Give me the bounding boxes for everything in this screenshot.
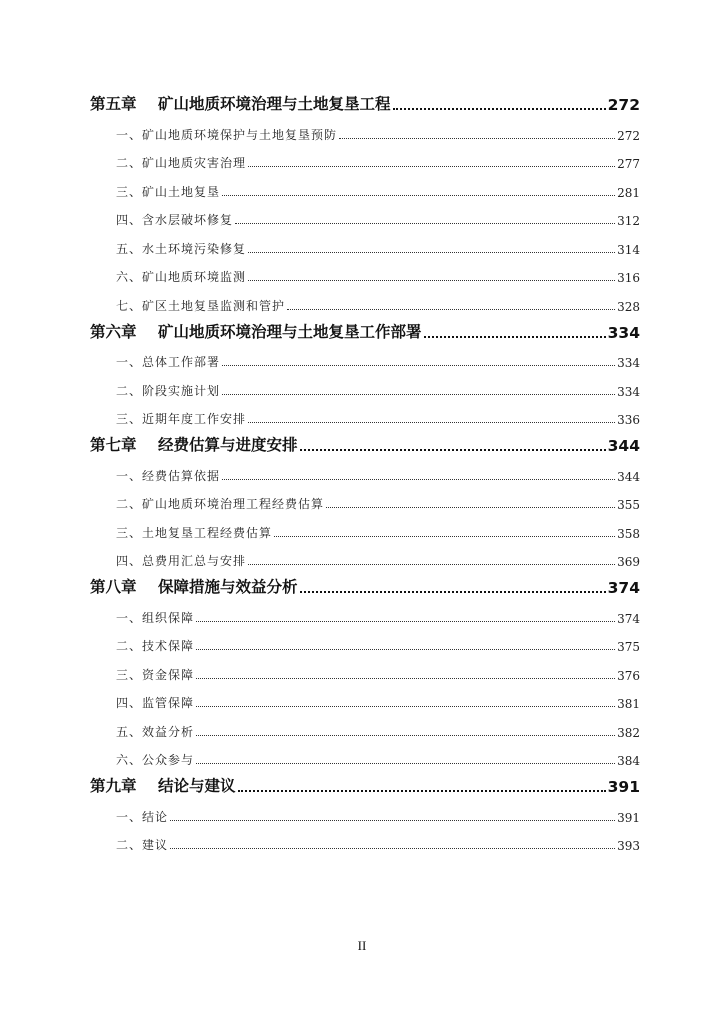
chapter-title xyxy=(90,433,298,455)
toc-section-entry[interactable] xyxy=(90,114,640,143)
chapter-number: 第八章 xyxy=(90,578,137,596)
section-page-number: 281 xyxy=(617,185,640,200)
chapter-page-number: 391 xyxy=(607,778,640,796)
chapter-page-number: 272 xyxy=(607,96,640,114)
dot-leader xyxy=(196,649,615,650)
section-title: 二、建议 xyxy=(116,838,169,852)
section-page-number: 384 xyxy=(617,754,640,768)
toc-section-entry[interactable] xyxy=(90,285,640,314)
table-of-contents xyxy=(90,86,640,853)
section-title: 一、结论 xyxy=(116,809,169,824)
dot-leader xyxy=(339,138,615,139)
dot-leader xyxy=(222,195,615,196)
chapter-name: 矿山地质环境治理与土地复垦工作部署 xyxy=(158,322,422,341)
chapter-number: 第六章 xyxy=(90,322,137,341)
section-title: 二、矿山地质灾害治理 xyxy=(116,156,247,170)
toc-section-entry[interactable] xyxy=(90,257,640,286)
section-title: 一、总体工作部署 xyxy=(116,355,221,369)
section-title: 七、矿区土地复垦监测和管护 xyxy=(116,298,286,313)
chapter-title xyxy=(90,774,236,796)
toc-section-entry[interactable] xyxy=(90,370,640,399)
dot-leader xyxy=(248,166,615,167)
toc-chapter-entry[interactable] xyxy=(90,569,640,597)
chapter-title xyxy=(90,575,298,597)
toc-section-entry[interactable] xyxy=(90,796,640,825)
toc-chapter-entry[interactable] xyxy=(90,768,640,796)
section-title: 四、总费用汇总与安排 xyxy=(116,554,247,568)
section-page-number: 381 xyxy=(617,697,640,711)
dot-leader xyxy=(196,678,615,679)
section-title: 三、近期年度工作安排 xyxy=(116,412,247,426)
dot-leader xyxy=(393,108,606,110)
section-page-number: 393 xyxy=(617,839,640,853)
toc-section-entry[interactable] xyxy=(90,740,640,769)
section-title: 二、矿山地质环境治理工程经费估算 xyxy=(116,497,325,511)
toc-chapter-entry[interactable] xyxy=(90,427,640,455)
toc-section-entry[interactable] xyxy=(90,143,640,172)
section-page-number: 316 xyxy=(617,271,640,285)
dot-leader xyxy=(274,536,615,537)
chapter-page-number: 334 xyxy=(607,323,640,342)
toc-section-entry[interactable] xyxy=(90,825,640,854)
dot-leader xyxy=(248,252,615,253)
section-page-number: 369 xyxy=(617,555,640,569)
dot-leader xyxy=(424,336,606,338)
section-page-number: 312 xyxy=(617,214,640,228)
toc-section-entry[interactable] xyxy=(90,597,640,626)
toc-section-entry[interactable] xyxy=(90,711,640,740)
section-title: 一、组织保障 xyxy=(116,610,195,625)
dot-leader xyxy=(238,790,606,792)
toc-section-entry[interactable] xyxy=(90,171,640,200)
dot-leader xyxy=(222,365,615,366)
dot-leader xyxy=(248,422,615,423)
section-title: 一、经费估算依据 xyxy=(116,468,221,483)
section-page-number: 334 xyxy=(617,384,640,399)
dot-leader xyxy=(326,507,615,508)
section-title: 二、阶段实施计划 xyxy=(116,383,221,398)
dot-leader xyxy=(300,449,606,451)
section-page-number: 328 xyxy=(617,299,640,314)
toc-section-entry[interactable] xyxy=(90,399,640,428)
section-page-number: 314 xyxy=(617,242,640,257)
section-page-number: 334 xyxy=(617,356,640,370)
toc-section-entry[interactable] xyxy=(90,342,640,371)
section-page-number: 376 xyxy=(617,668,640,683)
chapter-title xyxy=(90,92,391,114)
dot-leader xyxy=(248,564,615,565)
chapter-name: 矿山地质环境治理与土地复垦工程 xyxy=(158,95,391,113)
toc-section-entry[interactable] xyxy=(90,455,640,484)
section-page-number: 355 xyxy=(617,498,640,512)
section-page-number: 358 xyxy=(617,526,640,541)
toc-section-entry[interactable] xyxy=(90,484,640,513)
section-title: 二、技术保障 xyxy=(116,639,195,653)
chapter-name: 经费估算与进度安排 xyxy=(158,436,298,454)
dot-leader xyxy=(300,591,606,593)
dot-leader xyxy=(222,394,615,395)
section-title: 一、矿山地质环境保护与土地复垦预防 xyxy=(116,127,338,142)
dot-leader xyxy=(196,621,615,622)
section-page-number: 391 xyxy=(617,810,640,825)
section-page-number: 336 xyxy=(617,413,640,427)
dot-leader xyxy=(235,223,615,224)
dot-leader xyxy=(196,763,615,764)
section-title: 六、公众参与 xyxy=(116,753,195,767)
section-page-number: 277 xyxy=(617,157,640,171)
dot-leader xyxy=(170,848,615,849)
section-page-number: 375 xyxy=(617,640,640,654)
toc-section-entry[interactable] xyxy=(90,626,640,655)
section-title: 五、效益分析 xyxy=(116,724,195,739)
dot-leader xyxy=(287,309,615,310)
chapter-name: 结论与建议 xyxy=(158,777,236,795)
toc-section-entry[interactable] xyxy=(90,200,640,229)
section-title: 六、矿山地质环境监测 xyxy=(116,270,247,284)
toc-section-entry[interactable] xyxy=(90,654,640,683)
dot-leader xyxy=(222,479,615,480)
toc-section-entry[interactable] xyxy=(90,683,640,712)
section-page-number: 344 xyxy=(617,469,640,484)
section-title: 三、资金保障 xyxy=(116,667,195,682)
toc-section-entry[interactable] xyxy=(90,228,640,257)
section-title: 五、水土环境污染修复 xyxy=(116,241,247,256)
toc-section-entry[interactable] xyxy=(90,541,640,570)
section-title: 三、矿山土地复垦 xyxy=(116,184,221,199)
section-title: 四、含水层破坏修复 xyxy=(116,213,234,227)
section-page-number: 382 xyxy=(617,725,640,740)
toc-chapter-entry[interactable] xyxy=(90,314,640,342)
dot-leader xyxy=(170,820,615,821)
chapter-number: 第七章 xyxy=(90,436,137,454)
chapter-name: 保障措施与效益分析 xyxy=(158,578,298,596)
section-page-number: 272 xyxy=(617,128,640,143)
chapter-title xyxy=(90,320,422,342)
dot-leader xyxy=(196,735,615,736)
dot-leader xyxy=(248,280,615,281)
chapter-number: 第九章 xyxy=(90,777,137,795)
toc-section-entry[interactable] xyxy=(90,512,640,541)
dot-leader xyxy=(196,706,615,707)
section-page-number: 374 xyxy=(617,611,640,626)
page-number-footer: II xyxy=(357,938,367,953)
chapter-number: 第五章 xyxy=(90,95,137,113)
chapter-page-number: 374 xyxy=(607,579,640,597)
chapter-page-number: 344 xyxy=(607,437,640,455)
section-title: 四、监管保障 xyxy=(116,696,195,710)
toc-chapter-entry[interactable] xyxy=(90,86,640,114)
section-title: 三、土地复垦工程经费估算 xyxy=(116,525,273,540)
